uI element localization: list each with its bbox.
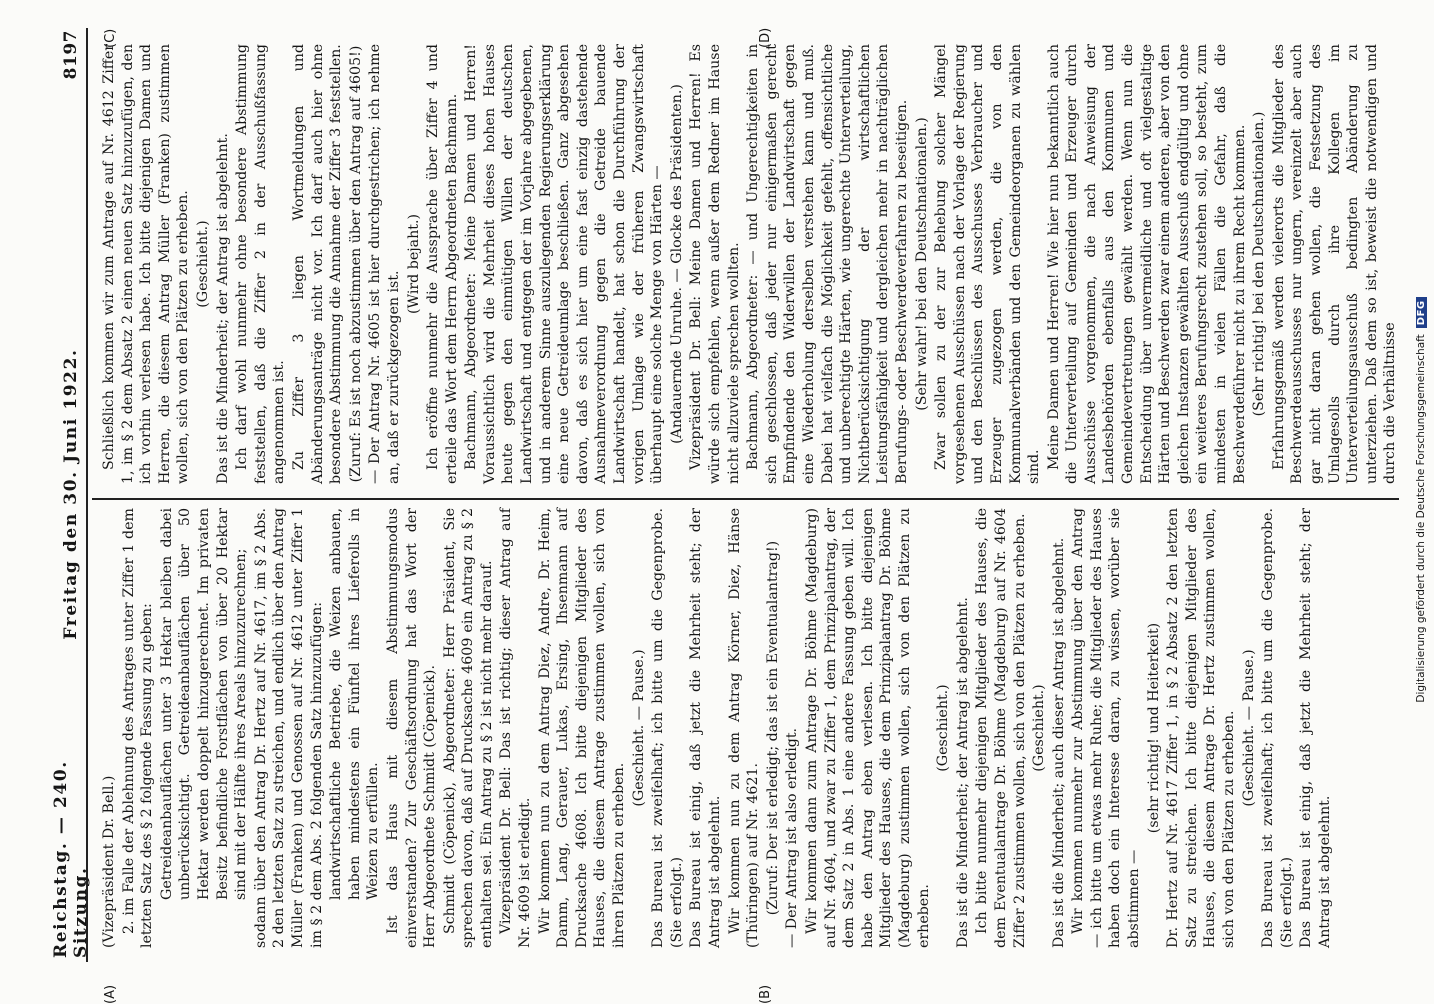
paragraph: Wir kommen nunmehr zur Abstimmung über den Antrag — ich bitte um etwas mehr Ruhe; die Mitglieder des Hauses haben doch ein Interesse daran, zu wissen, worüber sie abstimmen —: [1070, 508, 1143, 948]
stage-direction: (sehr richtig! und Heiterkeit): [1145, 622, 1162, 834]
rotated-page: [51, 20, 1403, 1004]
paragraph: Wir kommen nun zu dem Antrag Körner, Diez, Hänse (Thüringen) auf Nr. 4621.: [726, 508, 762, 948]
paragraph: Ist das Haus mit diesem Abstimmungsmodus einverstanden? Zur Geschäftsordnung hat das Wort der Herr Abgeordnete Schmidt (Cöpenick).: [384, 508, 439, 948]
column-divider: [92, 498, 1399, 500]
stage-direction: (Zuruf: Es ist noch abzustimmen über den Antrag auf 4605!): [347, 45, 364, 483]
paragraph: Das Bureau ist einig, daß jetzt die Mehrheit steht; der Antrag ist abgelehnt.: [1298, 508, 1333, 948]
quoted-amendment: Getreideanbauflächen unter 3 Hektar bleiben dabei unberücksichtigt. Getreideanbauflächen über 50 Hektar werden doppelt hinzugerechnet. Im privaten Besitz befindliche Forstflächen von über 20 Hektar sind mit der Hälfte ihres Areals hinzuzurechnen;: [158, 508, 250, 900]
header-rule: [86, 28, 88, 962]
speech: Bachmann, Abgeordneter: — und Ungerechtigkeiten in sich geschlossen, daß jeder nur einigermaßen gerecht Empfindende den Widerwillen der Landwirtschaft gegen eine Wiederholung derselben verstehen kann und muß. Dabei hat vielfach die Möglichkeit gefehlt, offensichtliche und unberechtigte Härten, wie ungerechte Unterverteilung, Nichtberücksichtigung der wirtschaftlichen Leistungsfähigkeit und dergleichen mehr in nachträglichen Berufungs- oder Beschwerdeverfahren zu beseitigen.: [745, 44, 910, 484]
left-column: [100, 508, 1395, 948]
stage-direction: (Wird bejaht.): [405, 214, 422, 314]
paragraph: — Der Antrag Nr. 4605 ist hier durchgestrichen; ich nehme an, daß er zurückgezogen ist.: [367, 44, 402, 484]
header-date: Freitag den 30. Juni 1922.: [61, 348, 81, 640]
stage-direction: (Geschieht.): [935, 684, 952, 772]
stage-direction: (Andauernde Unruhe. — Glocke des Präsidenten.): [668, 84, 685, 444]
marker-c: (C): [103, 28, 118, 48]
speech: Schmidt (Cöpenick), Abgeordneter: Herr Präsident, Sie sprechen davon, daß auf Drucksache 4609 ein Antrag zu § 2 enthalten sei. Ein Antrag zu § 2 ist nicht mehr darauf.: [441, 508, 495, 948]
paragraph: Das ist die Minderheit; auch dieser Antrag ist abgelehnt.: [1050, 537, 1067, 948]
credit-text: Digitalisierung gefördert durch die Deutsche Forschungsgemeinschaft: [1415, 334, 1427, 703]
stage-direction: (Geschieht. — Pause.): [1240, 649, 1257, 807]
paragraph: Schließlich kommen wir zum Antrage auf Nr. 4612 Ziffer 1, im § 2 dem Absatz 2 einen neuen Satz hinzuzufügen, den ich vorhin verlesen habe. Ich bitte diejenigen Damen und Herren, die diesem Antrag Müller (Franken) zustimmen wollen, sich von den Plätzen zu erheben.: [101, 44, 192, 484]
quoted-amendment: landwirtschaftliche Betriebe, die Weizen anbauen, haben mindestens ein Fünftel ihres Lieferolls in Weizen zu erfüllen.: [328, 508, 382, 900]
paragraph: 2. im Falle der Ablehnung des Antrages unter Ziffer 1 dem letzten Satz des § 2 folgende Fassung zu geben:: [120, 508, 156, 948]
paragraph: Zu Ziffer 3 liegen Wortmeldungen und Abänderungsanträge nicht vor. Ich darf auch hier ohne besondere Abstimmung die Annahme der Ziffer 3 feststellen.: [290, 44, 345, 484]
stage-direction: (Geschieht. — Pause.): [630, 649, 647, 807]
speaker-continuation: (Vizepräsident Dr. Bell.): [101, 775, 117, 948]
marker-d: (D): [758, 27, 773, 48]
paragraph: — Der Antrag ist also erledigt.: [784, 727, 801, 948]
paragraph: Meine Damen und Herren! Wie hier nun bekanntlich auch die Unterverteilung auf Gemeinden und Erzeuger durch Ausschüsse vorgenommen, die nach Anweisung der Landesbehörden ebenfalls aus den Kommunen und Gemeindevertretungen gewählt werden. Wenn nun die Entscheidung über unvermeidliche und oft vielgestaltige Härten und Beschwerden zwar einem anderen, aber von den gleichen Instanzen gewählten Ausschuß endgültig und ohne ein weiteres Berufungsrecht zustehen soll, so besteht, zum mindesten in vielen Fällen die Gefahr, daß die Beschwerdeführer nicht zu ihrem Recht kommen.: [1045, 44, 1248, 484]
dfg-logo: DFG: [1416, 297, 1427, 328]
paragraph: Ich darf wohl nunmehr ohne besondere Abstimmung feststellen, daß die Ziffer 2 in der Ausschußfassung angenommen ist.: [234, 44, 288, 484]
header-session: Reichstag. — 240. Sitzung.: [51, 760, 91, 958]
paragraph: Wir kommen nun zu dem Antrag Diez, Andre, Dr. Heim, Damm, Lang, Gerauer, Lukas, Ersing, Ihsenmann auf Drucksache 4608. Ich bitte diejenigen Mitglieder des Hauses, die diesem Antrage zustimmen wollen, sich von ihren Plätzen zu erheben.: [536, 508, 628, 948]
paragraph: Das ist die Minderheit; der Antrag ist abgelehnt.: [954, 597, 971, 948]
paragraph: Ich eröffne nunmehr die Aussprache über Ziffer 4 und erteile das Wort dem Herrn Abgeordneten Bachmann.: [425, 44, 460, 484]
stage-direction: (Sehr wahr! bei den Deutschnationalen.): [913, 117, 930, 411]
marker-b: (B): [758, 984, 773, 1004]
speech: Bachmann, Abgeordneter: Meine Damen und Herren! Voraussichtlich wird die Mehrheit dieses hohen Hauses heute gegen den einmütigen Willen der deutschen Landwirtschaft und entgegen der im Vorjahre abgegebenen, und in anderem Sinne auszulegenden Regierungserklärung eine neue Getreideumlage beschließen. Ganz abgesehen davon, daß es sich hier um eine fast einzig dastehende Ausnahmeverordnung gegen die Getreide bauende Landwirtschaft handelt, hat schon die Durchführung der vorigen Umlage wie der früheren Zwangswirtschaft überhaupt eine solche Menge von Härten —: [463, 44, 666, 484]
paragraph: Ich bitte nunmehr diejenigen Mitglieder des Hauses, die dem Eventualantrage Dr. Böhme (Magdeburg) auf Nr. 4604 Ziffer 2 zustimmen wollen, sich von den Plätzen zu erheben.: [974, 508, 1028, 948]
digitization-credit: [1412, 20, 1430, 980]
paragraph: Zwar sollen zu der zur Behebung solcher Mängel vorgesehenen Ausschüssen nach der Vorlage der Regierung und den Beschlüssen des Ausschusses Verbraucher und Erzeuger zugezogen werden, die von den Kommunalverbänden und den Gemeindeorganen zu wählen sind.: [933, 44, 1043, 484]
paragraph: Das ist die Minderheit; der Antrag ist abgelehnt.: [214, 133, 231, 484]
paragraph: Das Bureau ist einig, daß jetzt die Mehrheit steht; der Antrag ist abgelehnt.: [688, 508, 723, 948]
stage-direction: (Geschieht.): [194, 220, 211, 308]
paragraph: Das Bureau ist zweifelhaft; ich bitte um die Gegenprobe. (Sie erfolgt.): [1260, 508, 1295, 948]
page-header: [51, 30, 91, 958]
paragraph: Das Bureau ist zweifelhaft; ich bitte um die Gegenprobe. (Sie erfolgt.): [650, 508, 685, 948]
marker-a: (A): [103, 984, 118, 1004]
paragraph: Wir kommen dann zum Antrage Dr. Böhme (Magdeburg) auf Nr. 4604, und zwar zu Ziffer 1, dem Prinzipalantrag, der dem Satz 2 in Abs. 1 eine andere Fassung geben will. Ich habe den Antrag eben verlesen. Ich bitte diejenigen Mitglieder des Hauses, die dem Prinzipalantrag Dr. Böhme (Magdeburg) zustimmen wollen, sich von den Plätzen zu erheben.: [803, 508, 932, 948]
paragraph: Dr. Hertz auf Nr. 4617 Ziffer 1, in § 2 Absatz 2 den letzten Satz zu streichen. Ich bitte diejenigen Mitglieder des Hauses, die diesem Antrage Dr. Hertz zustimmen wollen, sich von den Plätzen zu erheben.: [1165, 508, 1238, 948]
speech: Vizepräsident Dr. Bell: Meine Damen und Herren! Es würde sich empfehlen, wenn außer dem Redner im Hause nicht allzuviele sprechen wollten.: [688, 44, 742, 484]
paragraph: sodann über den Antrag Dr. Hertz auf Nr. 4617, im § 2 Abs. 2 den letzten Satz zu streichen, und endlich über den Antrag Müller (Franken) und Genossen auf Nr. 4612 unter Ziffer 1 im § 2 dem Abs. 2 folgenden Satz hinzuzufügen:: [252, 508, 325, 948]
speech: Vizepräsident Dr. Bell: Das ist richtig; dieser Antrag auf Nr. 4609 ist erledigt.: [498, 508, 534, 948]
right-column: [100, 44, 1399, 484]
stage-direction: (Zuruf: Der ist erledigt; das ist ein Eventualantrag!): [764, 540, 781, 916]
paragraph: Erfahrungsgemäß werden vielerorts die Mitglieder des Beschwerdeausschusses nur ungern, vereinzelt aber auch gar nicht daran gehen wollen, die Festsetzung des Umlagesolls durch ihre Kollegen im Unterverteilungsausschuß bedingten Abänderung zu unterziehen. Daß dem so ist, beweist die notwendigen und durch die Verhältnisse: [1270, 44, 1399, 484]
stage-direction: (Geschieht.): [1031, 684, 1048, 772]
stage-direction: (Sehr richtig! bei den Deutschnationalen.): [1251, 111, 1268, 417]
page-number: 8197: [61, 30, 81, 80]
